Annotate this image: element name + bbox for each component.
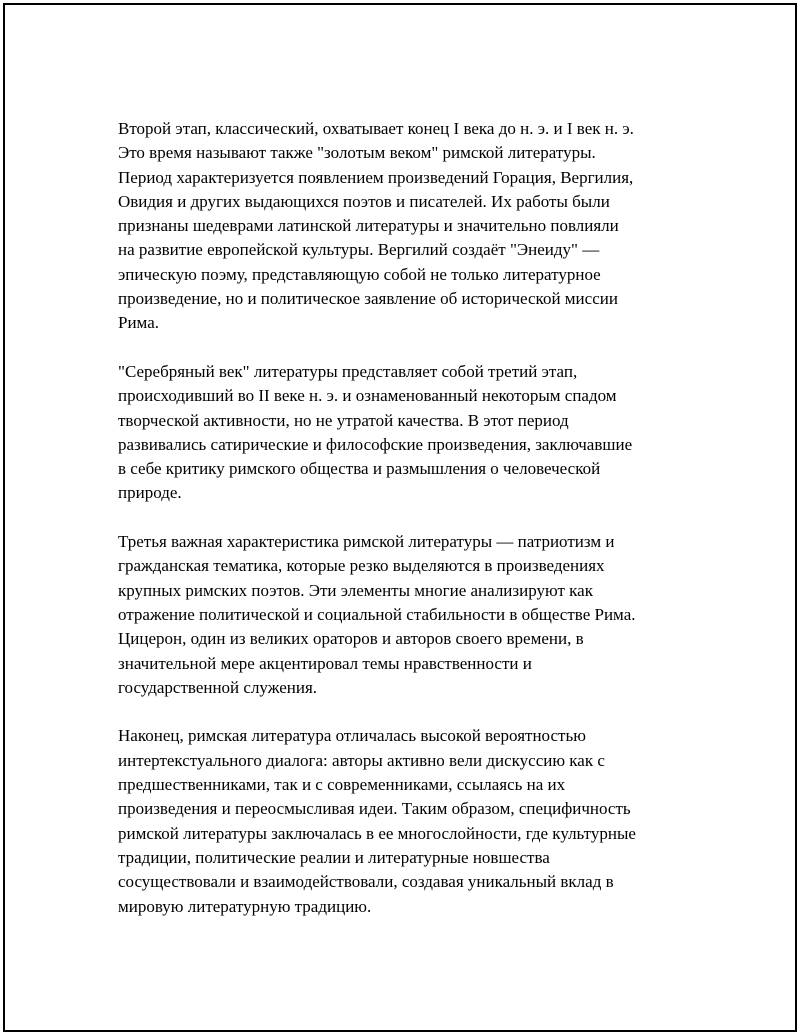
paragraph-classical-period: Второй этап, классический, охватывает конец I века до н. э. и I век н. э. Это время называют также "золотым веком" римской литературы. Период характеризуется появлением произведений Горация, Вергилия, Овидия и других выдающихся поэтов и писателей. Их работы были признаны шедеврами латинской литературы и значительно повлияли на развитие европейской культуры. Вергилий создаёт "Энеиду" — эпическую поэму, представляющую собой не только литературное произведение, но и политическое заявление об исторической миссии Рима. — [118, 119, 634, 333]
paragraph-intertextuality: Наконец, римская литература отличалась высокой вероятностью интертекстуального диалога: авторы активно вели дискуссию как с предшественниками, так и с современниками, ссылаясь на их произведения и переосмысливая идеи. Таким образом, специфичность римской литературы заключалась в ее многослойности, где культурные традиции, политические реалии и литературные новшества сосуществовали и взаимодействовали, создавая уникальный вклад в мировую литературную традицию. — [118, 726, 636, 916]
paragraph-silver-age: "Серебряный век" литературы представляет собой третий этап, происходивший во II веке н. э. и ознаменованный некоторым спадом творческой активности, но не утратой качества. В этот период развивались сатирические и философские произведения, заключавшие в себе критику римского общества и размышления о человеческой природе. — [118, 361, 633, 503]
paragraph-patriotism: Третья важная характеристика римской литературы — патриотизм и гражданская тематика, которые резко выделяются в произведениях крупных римских поэтов. Эти элементы многие анализируют как отражение политической и социальной стабильности в обществе Рима. Цицерон, один из великих ораторов и авторов своего времени, в значительной мере акцентировал темы нравственности и государственной служения. — [118, 532, 636, 697]
document-body — [118, 117, 698, 919]
